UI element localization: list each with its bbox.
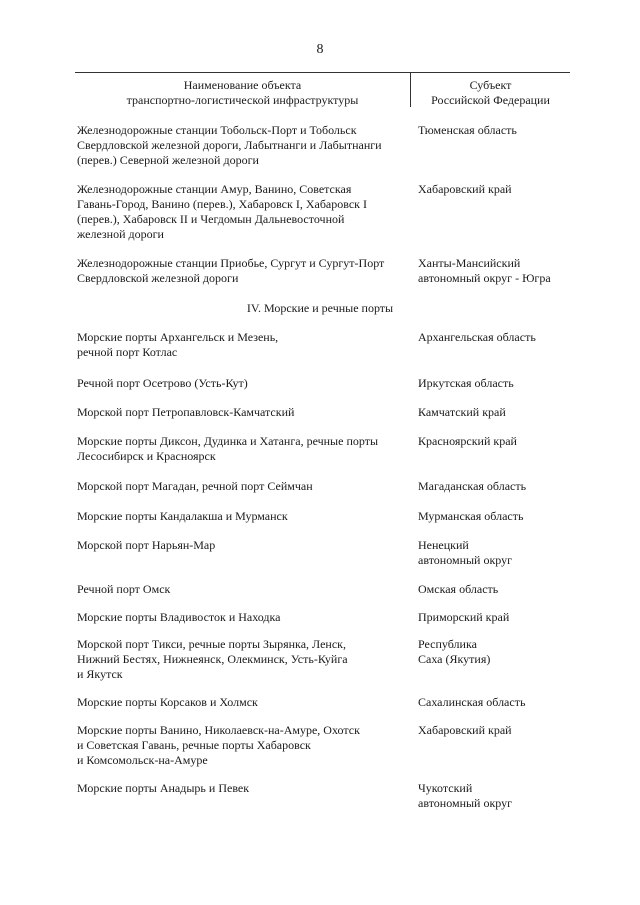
object-name-cell xyxy=(77,405,407,420)
subject-line: Сахалинская область xyxy=(418,695,526,709)
object-name-line: Морской порт Петропавловск-Камчатский xyxy=(77,405,295,419)
object-name-cell xyxy=(77,182,407,242)
subject-line: Хабаровский край xyxy=(418,182,512,196)
object-name-line: Морской порт Нарьян-Мар xyxy=(77,538,216,552)
subject-line: Камчатский край xyxy=(418,405,506,419)
subject-line: Саха (Якутия) xyxy=(418,652,491,666)
section-heading: IV. Морские и речные порты xyxy=(246,301,394,315)
subject-line: Магаданская область xyxy=(418,479,527,493)
subject-line: Иркутская область xyxy=(418,376,514,390)
object-name-cell xyxy=(77,695,407,710)
object-name-line: Морские порты Кандалакша и Мурманск xyxy=(77,509,288,523)
object-name-line: речной порт Котлас xyxy=(77,345,178,359)
table-top-rule xyxy=(75,72,570,73)
object-name-cell xyxy=(77,637,407,682)
object-name-line: Морские порты Диксон, Дудинка и Хатанга, речные порты xyxy=(77,434,379,448)
subject-cell xyxy=(418,479,578,494)
subject-line: автономный округ - Югра xyxy=(418,271,551,285)
object-name-line: и Якутск xyxy=(77,667,123,681)
object-name-cell xyxy=(77,538,407,553)
object-name-line: Морские порты Ванино, Николаевск-на-Амуре, Охотск xyxy=(77,723,360,737)
object-name-line: и Советская Гавань, речные порты Хабаровск xyxy=(77,738,311,752)
header-line: Наименование объекта xyxy=(183,78,302,92)
object-name-line: Морские порты Архангельск и Мезень, xyxy=(77,330,279,344)
object-name-line: Железнодорожные станции Приобье, Сургут и Сургут-Порт xyxy=(77,256,385,270)
object-name-cell xyxy=(77,479,407,494)
object-name-line: (перев.), Хабаровск II и Чегдомын Дальневосточной xyxy=(77,212,345,226)
header-line: Российской Федерации xyxy=(431,93,550,107)
subject-line: Красноярский край xyxy=(418,434,517,448)
object-name-cell xyxy=(77,256,407,286)
subject-cell xyxy=(418,509,578,524)
subject-cell xyxy=(418,405,578,420)
object-name-line: Морские порты Владивосток и Находка xyxy=(77,610,281,624)
object-name-line: Морской порт Магадан, речной порт Сеймчан xyxy=(77,479,313,493)
subject-cell xyxy=(418,538,578,568)
object-name-cell xyxy=(77,723,407,768)
object-name-line: Морские порты Корсаков и Холмск xyxy=(77,695,258,709)
page-number: 8 xyxy=(316,42,324,57)
header-line: Субъект xyxy=(469,78,512,92)
subject-line: Хабаровский край xyxy=(418,723,512,737)
subject-line: Архангельская область xyxy=(418,330,536,344)
subject-line: Ханты-Мансийский xyxy=(418,256,521,270)
object-name-cell xyxy=(77,781,407,796)
subject-line: Республика xyxy=(418,637,477,651)
subject-line: автономный округ xyxy=(418,796,513,810)
subject-line: Приморский край xyxy=(418,610,510,624)
subject-cell xyxy=(418,434,578,449)
object-name-cell xyxy=(77,123,407,168)
object-name-cell xyxy=(77,610,407,625)
object-name-cell xyxy=(77,582,407,597)
subject-cell xyxy=(418,610,578,625)
subject-cell xyxy=(418,637,578,667)
subject-cell xyxy=(418,695,578,710)
subject-line: Тюменская область xyxy=(418,123,517,137)
object-name-line: Свердловской железной дороги, Лабытнанги и Лабытнанги xyxy=(77,138,382,152)
subject-cell xyxy=(418,330,578,345)
subject-cell xyxy=(418,123,578,138)
object-name-line: и Комсомольск-на-Амуре xyxy=(77,753,208,767)
subject-cell xyxy=(418,582,578,597)
subject-cell xyxy=(418,781,578,811)
object-name-line: Свердловской железной дороги xyxy=(77,271,239,285)
object-name-line: железной дороги xyxy=(77,227,164,241)
object-name-line: Морские порты Анадырь и Певек xyxy=(77,781,250,795)
subject-line: Омская область xyxy=(418,582,499,596)
subject-cell xyxy=(418,182,578,197)
object-name-cell xyxy=(77,330,407,360)
object-name-cell xyxy=(77,434,407,464)
object-name-line: Нижний Бестях, Нижнеянск, Олекминск, Усть-Куйга xyxy=(77,652,348,666)
object-name-cell xyxy=(77,509,407,524)
subject-line: Ненецкий xyxy=(418,538,469,552)
object-name-line: Речной порт Осетрово (Усть-Кут) xyxy=(77,376,248,390)
object-name-line: Речной порт Омск xyxy=(77,582,171,596)
header-line: транспортно-логистической инфраструктуры xyxy=(126,93,359,107)
object-name-line: Железнодорожные станции Амур, Ванино, Советская xyxy=(77,182,352,196)
subject-cell xyxy=(418,376,578,391)
header-subject xyxy=(411,78,570,108)
subject-line: автономный округ xyxy=(418,553,513,567)
object-name-line: Гавань-Город, Ванино (перев.), Хабаровск I, Хабаровск I xyxy=(77,197,368,211)
object-name-cell xyxy=(77,376,407,391)
object-name-line: Морской порт Тикси, речные порты Зырянка, Ленск, xyxy=(77,637,346,651)
object-name-line: Лесосибирск и Красноярск xyxy=(77,449,216,463)
object-name-line: Железнодорожные станции Тобольск-Порт и Тобольск xyxy=(77,123,357,137)
object-name-line: (перев.) Северной железной дороги xyxy=(77,153,259,167)
subject-cell xyxy=(418,256,578,286)
subject-line: Мурманская область xyxy=(418,509,524,523)
subject-cell xyxy=(418,723,578,738)
header-object-name xyxy=(75,78,410,108)
subject-line: Чукотский xyxy=(418,781,473,795)
